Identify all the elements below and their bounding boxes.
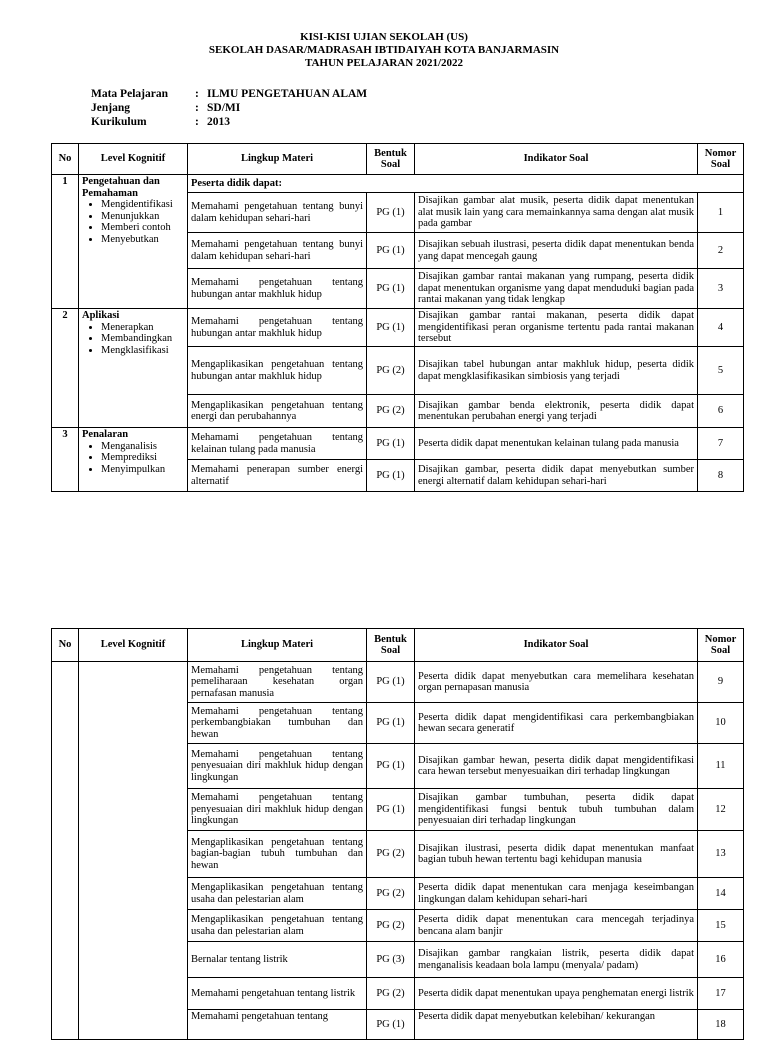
header-no: No [52, 144, 79, 175]
intro-text: Peserta didik dapat: [188, 175, 744, 193]
bentuk-cell: PG (1) [367, 703, 415, 744]
meta-value: ILMU PENGETAHUAN ALAM [207, 88, 368, 100]
bentuk-cell: PG (1) [367, 460, 415, 492]
group-no: 2 [52, 309, 79, 428]
materi-cell: Memahami pengetahuan tentang bunyi dalam kehidupan sehari-hari [188, 233, 367, 269]
bentuk-cell: PG (1) [367, 662, 415, 703]
materi-cell: Bernalar tentang listrik [188, 942, 367, 978]
bentuk-cell: PG (1) [367, 428, 415, 460]
group-title: Aplikasi [82, 310, 120, 321]
bentuk-cell: PG (2) [367, 910, 415, 942]
header-level: Level Kognitif [79, 629, 188, 662]
bentuk-cell: PG (1) [367, 309, 415, 347]
meta-value: 2013 [207, 116, 230, 128]
materi-cell: Memahami pengetahuan tentang hubungan antar makhluk hidup [188, 309, 367, 347]
nomor-cell: 8 [698, 460, 744, 492]
materi-cell: Mengaplikasikan pengetahuan tentang usaha dan pelestarian alam [188, 878, 367, 910]
table-row [52, 662, 744, 703]
materi-cell: Mengaplikasikan pengetahuan tentang usaha dan pelestarian alam [188, 910, 367, 942]
bentuk-cell: PG (1) [367, 193, 415, 233]
empty-level-cell [79, 662, 188, 1040]
meta-row-curriculum: Kurikulum : 2013 [91, 116, 230, 128]
materi-cell: Memahami pengetahuan tentang pemeliharaan kesehatan organ pernafasan manusia [188, 662, 367, 703]
group-title: Pengetahuan dan Pemahaman [82, 176, 160, 199]
nomor-cell: 6 [698, 395, 744, 428]
nomor-cell: 7 [698, 428, 744, 460]
bentuk-cell: PG (1) [367, 1010, 415, 1040]
materi-cell: Memahami pengetahuan tentang bunyi dalam kehidupan sehari-hari [188, 193, 367, 233]
bentuk-cell: PG (2) [367, 878, 415, 910]
group-level [79, 309, 188, 428]
kisi-kisi-table-page-1 [51, 143, 744, 492]
nomor-cell: 1 [698, 193, 744, 233]
bentuk-cell: PG (2) [367, 831, 415, 878]
group-level [79, 428, 188, 492]
indikator-cell: Disajikan gambar rangkaian listrik, peserta didik dapat menganalisis keadaan bola lampu (menyala/ padam) [415, 942, 698, 978]
header-indikator: Indikator Soal [415, 629, 698, 662]
header-level: Level Kognitif [79, 144, 188, 175]
header-bentuk: Bentuk Soal [367, 144, 415, 175]
header-year: TAHUN PELAJARAN 2021/2022 [304, 57, 464, 69]
indikator-cell: Disajikan gambar hewan, peserta didik dapat mengidentifikasi cara hewan tersebut menyesuaikan diri terhadap lingkungan [415, 744, 698, 789]
nomor-cell: 10 [698, 703, 744, 744]
materi-cell: Memahami pengetahuan tentang hubungan antar makhluk hidup [188, 269, 367, 309]
nomor-cell: 18 [698, 1010, 744, 1040]
bentuk-cell: PG (1) [367, 269, 415, 309]
meta-row-subject: Mata Pelajaran : ILMU PENGETAHUAN ALAM [91, 88, 368, 100]
materi-cell: Memahami penerapan sumber energi alternatif [188, 460, 367, 492]
materi-cell: Memahami pengetahuan tentang penyesuaian diri makhluk hidup dengan lingkungan [188, 744, 367, 789]
nomor-cell: 5 [698, 347, 744, 395]
materi-cell: Memahami pengetahuan tentang listrik [188, 978, 367, 1010]
level-item: • Menganalisis [101, 441, 184, 453]
table-row [52, 309, 744, 347]
level-item: • Menerapkan [101, 322, 184, 334]
level-item: • Mengidentifikasi [101, 199, 184, 211]
kisi-kisi-table-page-2 [51, 628, 744, 1040]
header-nomor: Nomor Soal [698, 629, 744, 662]
header-indikator: Indikator Soal [415, 144, 698, 175]
meta-key: Mata Pelajaran [91, 88, 168, 100]
header-title: KISI-KISI UJIAN SEKOLAH (US) [300, 31, 468, 43]
indikator-cell: Disajikan gambar rantai makanan yang rumpang, peserta didik dapat menentukan organisme yang dapat menduduki bagian pada rantai makanan yang tidak lengkap [415, 269, 698, 309]
bentuk-cell: PG (1) [367, 744, 415, 789]
indikator-cell: Disajikan tabel hubungan antar makhluk hidup, peserta didik dapat mengklasifikasikan simbiosis yang terjadi [415, 347, 698, 395]
indikator-cell: Disajikan gambar benda elektronik, peserta didik dapat menentukan perubahan energi yang terjadi [415, 395, 698, 428]
nomor-cell: 9 [698, 662, 744, 703]
indikator-cell: Peserta didik dapat menentukan upaya penghematan energi listrik [415, 978, 698, 1010]
header-school: SEKOLAH DASAR/MADRASAH IBTIDAIYAH KOTA BANJARMASIN [208, 44, 560, 56]
materi-cell: Mengaplikasikan pengetahuan tentang hubungan antar makhluk hidup [188, 347, 367, 395]
nomor-cell: 14 [698, 878, 744, 910]
bentuk-cell: PG (2) [367, 978, 415, 1010]
bentuk-cell: PG (2) [367, 347, 415, 395]
table-header-row [52, 144, 744, 175]
table-header-row [52, 629, 744, 662]
meta-row-level: Jenjang : SD/MI [91, 102, 241, 114]
materi-cell: Memahami pengetahuan tentang penyesuaian diri makhluk hidup dengan lingkungan [188, 789, 367, 831]
indikator-cell: Peserta didik dapat mengidentifikasi cara perkembangbiakan hewan secara generatif [415, 703, 698, 744]
bentuk-cell: PG (1) [367, 789, 415, 831]
indikator-cell: Peserta didik dapat menentukan cara menjaga keseimbangan lingkungan dalam kehidupan sehari-hari [415, 878, 698, 910]
nomor-cell: 13 [698, 831, 744, 878]
indikator-cell: Peserta didik dapat menyebutkan cara memelihara kesehatan organ pernapasan manusia [415, 662, 698, 703]
nomor-cell: 16 [698, 942, 744, 978]
group-level [79, 175, 188, 309]
indikator-cell: Disajikan gambar tumbuhan, peserta didik dapat mengidentifikasi fungsi bentuk tubuh tumbuhan dalam penyesuaian diri terhadap lingkungan [415, 789, 698, 831]
indikator-cell: Disajikan gambar, peserta didik dapat menyebutkan sumber energi alternatif dalam kehidupan sehari-hari [415, 460, 698, 492]
level-item: • Memprediksi [101, 452, 184, 464]
nomor-cell: 4 [698, 309, 744, 347]
materi-cell: Memahami pengetahuan tentang perkembangbiakan tumbuhan dan hewan [188, 703, 367, 744]
nomor-cell: 3 [698, 269, 744, 309]
bentuk-cell: PG (3) [367, 942, 415, 978]
indikator-cell: Disajikan gambar rantai makanan, peserta didik dapat mengidentifikasi peran organisme tertentu pada rantai makanan tersebut [415, 309, 698, 347]
materi-cell: Mengaplikasikan pengetahuan tentang energi dan perubahannya [188, 395, 367, 428]
header-no: No [52, 629, 79, 662]
header-materi: Lingkup Materi [188, 144, 367, 175]
level-item: • Menyimpulkan [101, 464, 184, 476]
document-meta [91, 87, 367, 129]
table-row [52, 428, 744, 460]
indikator-cell: Disajikan gambar alat musik, peserta didik dapat menentukan alat musik lain yang cara memainkannya sama dengan alat musik pada gambar [415, 193, 698, 233]
indikator-cell: Disajikan sebuah ilustrasi, peserta didik dapat menentukan benda yang dapat mencegah gaung [415, 233, 698, 269]
nomor-cell: 11 [698, 744, 744, 789]
level-item: • Mengklasifikasi [101, 345, 184, 357]
bentuk-cell: PG (1) [367, 233, 415, 269]
nomor-cell: 12 [698, 789, 744, 831]
indikator-cell: Peserta didik dapat menyebutkan kelebihan/ kekurangan [415, 1010, 698, 1040]
level-item: • Memberi contoh [101, 222, 184, 234]
header-materi: Lingkup Materi [188, 629, 367, 662]
nomor-cell: 15 [698, 910, 744, 942]
level-item: • Membandingkan [101, 333, 184, 345]
bentuk-cell: PG (2) [367, 395, 415, 428]
group-no: 3 [52, 428, 79, 492]
nomor-cell: 2 [698, 233, 744, 269]
header-bentuk: Bentuk Soal [367, 629, 415, 662]
materi-cell: Mengaplikasikan pengetahuan tentang bagian-bagian tubuh tumbuhan dan hewan [188, 831, 367, 878]
level-item: • Menunjukkan [101, 211, 184, 223]
materi-cell: Memahami pengetahuan tentang [188, 1010, 367, 1040]
meta-value: SD/MI [207, 102, 241, 114]
indikator-cell: Disajikan ilustrasi, peserta didik dapat menentukan manfaat bagian tubuh hewan tertentu bagi kehidupan manusia [415, 831, 698, 878]
document-header [0, 31, 768, 70]
table-row [52, 175, 744, 193]
empty-no-cell [52, 662, 79, 1040]
nomor-cell: 17 [698, 978, 744, 1010]
group-no: 1 [52, 175, 79, 309]
indikator-cell: Peserta didik dapat menentukan kelainan tulang pada manusia [415, 428, 698, 460]
group-title: Penalaran [82, 429, 129, 440]
level-item: • Menyebutkan [101, 234, 184, 246]
meta-key: Jenjang [91, 102, 130, 114]
meta-key: Kurikulum [91, 116, 147, 128]
indikator-cell: Peserta didik dapat menentukan cara mencegah terjadinya bencana alam banjir [415, 910, 698, 942]
materi-cell: Mehamami pengetahuan tentang kelainan tulang pada manusia [188, 428, 367, 460]
header-nomor: Nomor Soal [698, 144, 744, 175]
